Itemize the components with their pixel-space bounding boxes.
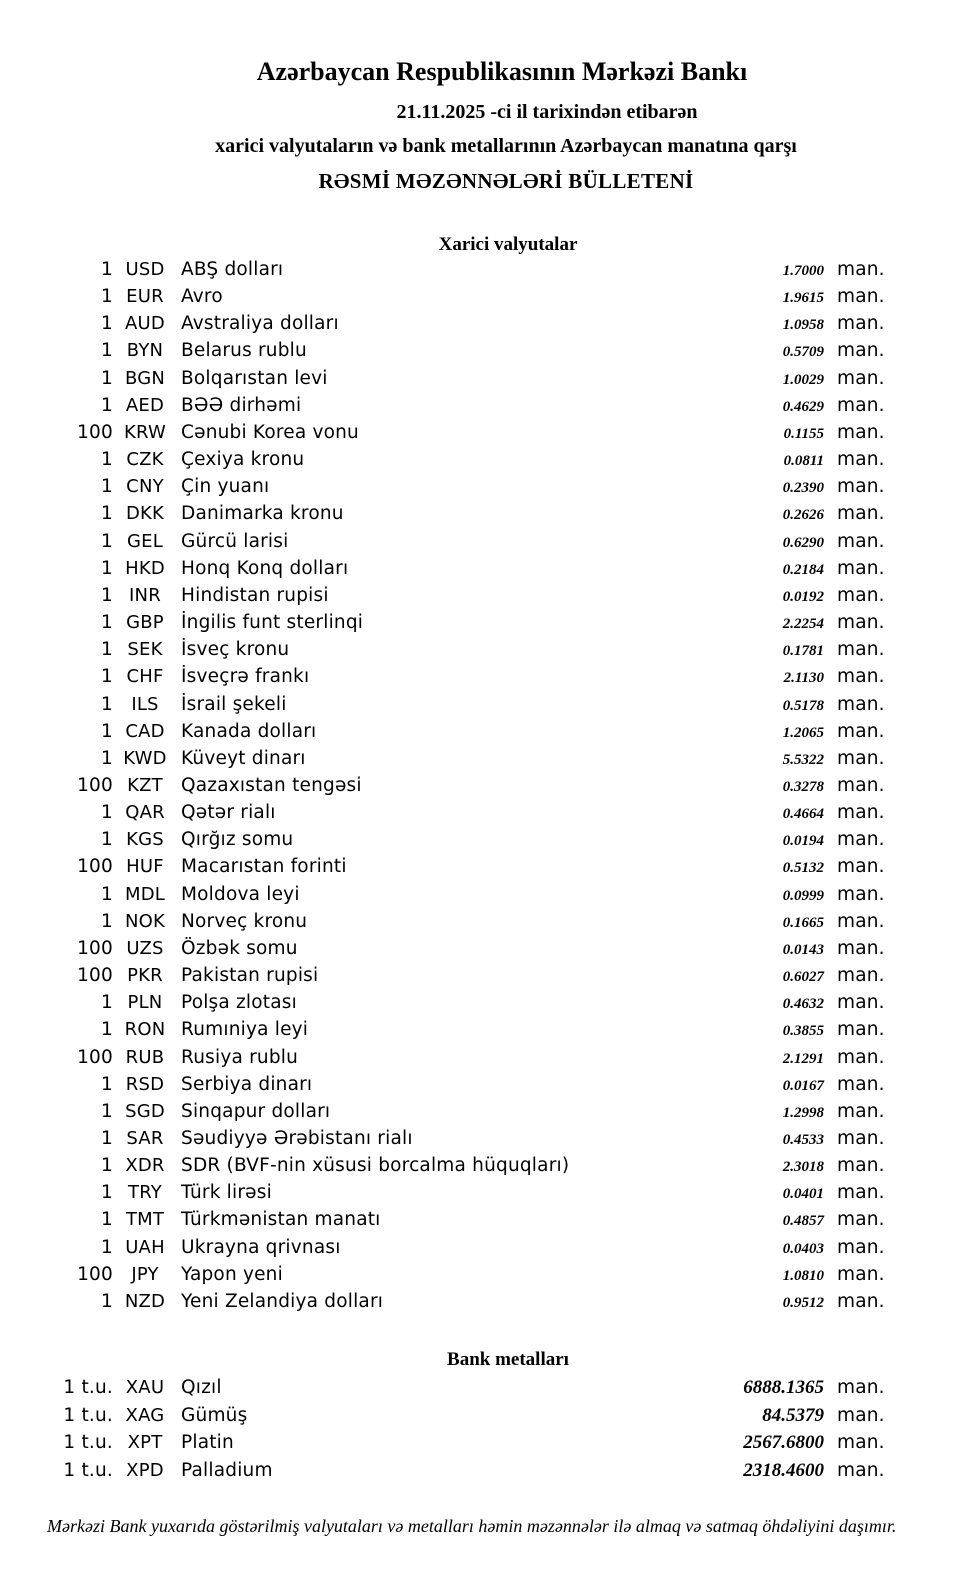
- unit-cell: man.: [837, 965, 885, 987]
- unit-cell: man.: [837, 286, 885, 308]
- name-cell: Qırğız somu: [181, 829, 294, 851]
- quantity-cell: 1: [101, 720, 113, 742]
- code-cell: MDL: [124, 883, 166, 905]
- name-cell: Ukrayna qrivnası: [181, 1236, 341, 1258]
- name-cell: Moldova leyi: [181, 883, 300, 905]
- quantity-cell: 1: [101, 584, 113, 606]
- unit-cell: man.: [837, 612, 885, 634]
- unit-cell: man.: [837, 449, 885, 471]
- rate-cell: 0.6027: [782, 969, 824, 986]
- rate-cell: 0.4857: [782, 1213, 824, 1230]
- rate-cell: 2567.6800: [743, 1432, 824, 1453]
- code-cell: UAH: [125, 1236, 165, 1258]
- rate-row: [0, 531, 978, 558]
- name-cell: Çexiya kronu: [181, 449, 305, 471]
- rate-cell: 84.5379: [762, 1404, 824, 1426]
- rate-cell: 0.2390: [782, 480, 824, 497]
- quantity-cell: 1: [101, 340, 113, 362]
- rate-row: [0, 829, 978, 856]
- code-cell: DKK: [125, 503, 165, 525]
- rate-cell: 6888.1365: [743, 1377, 824, 1398]
- rate-row: [0, 1182, 978, 1209]
- code-cell: JPY: [131, 1263, 159, 1285]
- unit-cell: man.: [837, 394, 885, 416]
- rate-cell: 5.5322: [782, 751, 824, 768]
- rate-row: [0, 395, 978, 422]
- rate-cell: 2.1130: [783, 670, 824, 687]
- name-cell: Honq Konq dolları: [181, 557, 349, 579]
- unit-cell: man.: [837, 1290, 885, 1312]
- name-cell: İsveç kronu: [181, 639, 290, 661]
- name-cell: Palladium: [181, 1459, 273, 1481]
- unit-cell: man.: [837, 1263, 885, 1285]
- unit-cell: man.: [837, 557, 885, 579]
- unit-cell: man.: [837, 1073, 885, 1095]
- code-cell: EUR: [126, 286, 164, 308]
- unit-cell: man.: [837, 910, 885, 932]
- bank-title: Azərbaycan Respublikasının Mərkəzi Bankı: [256, 57, 748, 86]
- unit-cell: man.: [837, 992, 885, 1014]
- code-cell: KZT: [127, 774, 163, 796]
- name-cell: İngilis funt sterlinqi: [181, 612, 364, 634]
- name-cell: BƏƏ dirhəmi: [181, 394, 302, 416]
- code-cell: RSD: [125, 1073, 165, 1095]
- code-cell: UZS: [126, 937, 164, 959]
- rate-cell: 2.2254: [782, 616, 824, 633]
- unit-cell: man.: [837, 829, 885, 851]
- rate-cell: 2318.4600: [743, 1459, 824, 1481]
- code-cell: HUF: [126, 856, 164, 878]
- rate-row: [0, 775, 978, 802]
- name-cell: Qızıl: [181, 1377, 222, 1398]
- rate-row: [0, 1047, 978, 1074]
- rate-row: [0, 1377, 978, 1405]
- name-cell: Rusiya rublu: [181, 1046, 299, 1068]
- rate-row: [0, 1405, 978, 1433]
- name-cell: Kanada dolları: [181, 720, 317, 742]
- rate-cell: 0.1781: [782, 643, 824, 660]
- rate-cell: 0.1665: [782, 914, 824, 931]
- quantity-cell: 1: [101, 449, 113, 471]
- unit-cell: man.: [837, 584, 885, 606]
- rate-row: [0, 992, 978, 1019]
- quantity-cell: 1: [101, 666, 113, 688]
- rate-cell: 0.3278: [782, 778, 824, 795]
- code-cell: XAU: [125, 1377, 165, 1398]
- unit-cell: man.: [837, 1046, 885, 1068]
- name-cell: Küveyt dinarı: [181, 747, 306, 769]
- rate-cell: 0.4632: [782, 996, 824, 1013]
- name-cell: Gürcü larisi: [181, 530, 289, 552]
- name-cell: İsrail şekeli: [181, 693, 287, 715]
- code-cell: BYN: [126, 340, 164, 362]
- rate-row: [0, 1432, 978, 1460]
- rate-row: [0, 1237, 978, 1264]
- name-cell: İsveçrə frankı: [181, 666, 310, 688]
- code-cell: GBP: [126, 612, 164, 634]
- quantity-cell: 100: [77, 774, 113, 796]
- name-cell: Avro: [181, 286, 223, 308]
- rate-row: [0, 558, 978, 585]
- rate-cell: 2.1291: [782, 1050, 824, 1067]
- name-cell: Danimarka kronu: [181, 503, 344, 525]
- unit-cell: man.: [837, 1128, 885, 1149]
- code-cell: SGD: [125, 1100, 165, 1122]
- name-cell: Çin yuanı: [181, 476, 270, 498]
- quantity-cell: 1: [101, 476, 113, 498]
- rate-row: [0, 585, 978, 612]
- unit-cell: man.: [837, 1236, 885, 1258]
- code-cell: GEL: [127, 530, 163, 552]
- unit-cell: man.: [837, 476, 885, 498]
- code-cell: BGN: [124, 367, 166, 389]
- name-cell: Türkmənistan manatı: [181, 1209, 381, 1231]
- metals-section-title: Bank metalları: [447, 1349, 569, 1370]
- rate-cell: 0.5178: [782, 697, 824, 714]
- rate-row: [0, 313, 978, 340]
- quantity-cell: 100: [77, 965, 113, 987]
- rate-row: [0, 1291, 978, 1318]
- unit-cell: man.: [837, 1100, 885, 1122]
- unit-cell: man.: [837, 774, 885, 796]
- rate-cell: 0.4533: [782, 1132, 824, 1148]
- code-cell: ILS: [131, 693, 159, 715]
- name-cell: Serbiya dinarı: [181, 1073, 313, 1095]
- rate-row: [0, 965, 978, 992]
- rate-cell: 0.4629: [782, 398, 824, 415]
- quantity-cell: 1 t.u.: [63, 1459, 113, 1481]
- rate-row: [0, 340, 978, 367]
- code-cell: KWD: [123, 747, 167, 769]
- code-cell: INR: [129, 584, 161, 606]
- code-cell: XAG: [125, 1404, 165, 1426]
- name-cell: Pakistan rupisi: [181, 965, 319, 987]
- unit-cell: man.: [837, 937, 885, 959]
- quantity-cell: 1: [101, 1236, 113, 1258]
- code-cell: AED: [125, 394, 165, 416]
- rate-row: [0, 721, 978, 748]
- code-cell: USD: [125, 259, 165, 280]
- rate-row: [0, 802, 978, 829]
- rate-cell: 0.3855: [782, 1023, 824, 1040]
- name-cell: Qətər rialı: [181, 802, 276, 824]
- code-cell: CZK: [126, 449, 164, 471]
- effective-date-line: 21.11.2025 -ci il tarixindən etibarən: [396, 101, 698, 123]
- name-cell: Belarus rublu: [181, 340, 307, 362]
- rate-row: [0, 1101, 978, 1128]
- unit-cell: man.: [837, 1459, 885, 1481]
- quantity-cell: 1: [101, 747, 113, 769]
- code-cell: CHF: [126, 666, 164, 688]
- code-cell: CNY: [126, 476, 164, 498]
- unit-cell: man.: [837, 1377, 885, 1398]
- rate-cell: 0.0192: [782, 588, 824, 605]
- code-cell: XPT: [127, 1432, 163, 1453]
- name-cell: Gümüş: [181, 1404, 248, 1426]
- rate-row: [0, 639, 978, 666]
- rate-cell: 0.0167: [782, 1077, 824, 1094]
- rate-cell: 0.0403: [782, 1240, 824, 1257]
- name-cell: Türk lirəsi: [181, 1182, 272, 1204]
- unit-cell: man.: [837, 1155, 885, 1177]
- quantity-cell: 1: [101, 992, 113, 1014]
- rate-cell: 0.0143: [782, 941, 824, 958]
- rate-cell: 0.0811: [783, 453, 824, 470]
- quantity-cell: 1: [101, 286, 113, 308]
- name-cell: Hindistan rupisi: [181, 584, 329, 606]
- rate-cell: 0.4664: [782, 806, 824, 823]
- rate-row: [0, 259, 978, 286]
- rate-row: [0, 612, 978, 639]
- unit-cell: man.: [837, 1019, 885, 1041]
- rate-cell: 1.0810: [782, 1267, 824, 1284]
- quantity-cell: 1: [101, 367, 113, 389]
- name-cell: Bolqarıstan levi: [181, 367, 328, 389]
- currency-section-title: Xarici valyutalar: [438, 234, 578, 255]
- unit-cell: man.: [837, 259, 885, 280]
- obligation-note: Mərkəzi Bank yuxarıda göstərilmiş valyutaları və metalları həmin məzənnələr ilə almaq və satmaq öhdəliyini daşımır.: [47, 1516, 897, 1536]
- name-cell: Sinqapur dolları: [181, 1100, 331, 1122]
- rate-row: [0, 1209, 978, 1236]
- quantity-cell: 1: [101, 910, 113, 932]
- rate-row: [0, 1460, 978, 1488]
- name-cell: Rumıniya leyi: [181, 1019, 309, 1041]
- unit-cell: man.: [837, 1209, 885, 1231]
- rate-row: [0, 666, 978, 693]
- unit-cell: man.: [837, 503, 885, 525]
- rate-row: [0, 884, 978, 911]
- rate-row: [0, 1128, 978, 1155]
- unit-cell: man.: [837, 883, 885, 905]
- unit-cell: man.: [837, 1404, 885, 1426]
- rate-row: [0, 1074, 978, 1101]
- name-cell: Norveç kronu: [181, 910, 308, 932]
- quantity-cell: 1: [101, 612, 113, 634]
- code-cell: CAD: [125, 720, 165, 742]
- rate-cell: 0.0194: [782, 833, 824, 850]
- quantity-cell: 1: [101, 1290, 113, 1312]
- code-cell: TMT: [125, 1209, 165, 1231]
- quantity-cell: 1 t.u.: [63, 1432, 113, 1453]
- name-cell: Polşa zlotası: [181, 992, 297, 1014]
- name-cell: Qazaxıstan tengəsi: [181, 774, 362, 796]
- quantity-cell: 1: [101, 1155, 113, 1177]
- unit-cell: man.: [837, 720, 885, 742]
- rate-row: [0, 1155, 978, 1182]
- quantity-cell: 1: [101, 394, 113, 416]
- name-cell: Platin: [181, 1432, 234, 1453]
- rate-row: [0, 938, 978, 965]
- code-cell: QAR: [125, 802, 165, 824]
- rate-cell: 1.9615: [782, 290, 824, 307]
- unit-cell: man.: [837, 693, 885, 715]
- rate-row: [0, 449, 978, 476]
- code-cell: PLN: [127, 992, 163, 1014]
- rate-cell: 0.2184: [782, 561, 824, 578]
- unit-cell: man.: [837, 1432, 885, 1453]
- bulletin-subtitle: xarici valyutaların və bank metallarının Azərbaycan manatına qarşı: [215, 135, 797, 157]
- code-cell: KGS: [126, 829, 164, 851]
- quantity-cell: 1: [101, 1128, 113, 1149]
- quantity-cell: 1: [101, 557, 113, 579]
- quantity-cell: 1 t.u.: [63, 1404, 113, 1426]
- currency-rates-table: [0, 259, 978, 1318]
- quantity-cell: 1: [101, 693, 113, 715]
- rate-row: [0, 476, 978, 503]
- unit-cell: man.: [837, 367, 885, 389]
- quantity-cell: 1: [101, 530, 113, 552]
- unit-cell: man.: [837, 313, 885, 335]
- code-cell: SAR: [126, 1128, 164, 1149]
- code-cell: RUB: [125, 1046, 165, 1068]
- unit-cell: man.: [837, 421, 885, 443]
- code-cell: HKD: [125, 557, 165, 579]
- quantity-cell: 100: [77, 421, 113, 443]
- quantity-cell: 1: [101, 1073, 113, 1095]
- quantity-cell: 1: [101, 639, 113, 661]
- code-cell: NOK: [124, 910, 166, 932]
- unit-cell: man.: [837, 530, 885, 552]
- quantity-cell: 100: [77, 856, 113, 878]
- quantity-cell: 1: [101, 1100, 113, 1122]
- bulletin-title: RƏSMİ MƏZƏNNƏLƏRİ BÜLLETENİ: [318, 169, 694, 193]
- quantity-cell: 1: [101, 259, 113, 280]
- unit-cell: man.: [837, 666, 885, 688]
- rate-row: [0, 1264, 978, 1291]
- rate-row: [0, 748, 978, 775]
- rate-cell: 0.1155: [783, 425, 824, 442]
- unit-cell: man.: [837, 856, 885, 878]
- unit-cell: man.: [837, 1182, 885, 1204]
- rate-cell: 0.2626: [782, 507, 824, 524]
- quantity-cell: 1 t.u.: [63, 1377, 113, 1398]
- rate-cell: 0.0999: [782, 887, 824, 904]
- rate-cell: 1.0029: [782, 371, 824, 388]
- quantity-cell: 100: [77, 1263, 113, 1285]
- rate-row: [0, 694, 978, 721]
- quantity-cell: 1: [101, 1209, 113, 1231]
- metal-rates-table: [0, 1377, 978, 1487]
- rate-cell: 1.2998: [782, 1104, 824, 1121]
- quantity-cell: 1: [101, 1019, 113, 1041]
- code-cell: AUD: [125, 313, 165, 335]
- rate-row: [0, 422, 978, 449]
- unit-cell: man.: [837, 340, 885, 362]
- rate-cell: 0.6290: [782, 534, 824, 551]
- quantity-cell: 100: [77, 1046, 113, 1068]
- code-cell: PKR: [127, 965, 163, 987]
- quantity-cell: 1: [101, 802, 113, 824]
- code-cell: SEK: [127, 639, 163, 661]
- name-cell: Səudiyyə Ərəbistanı rialı: [181, 1128, 413, 1149]
- code-cell: TRY: [128, 1182, 162, 1204]
- quantity-cell: 1: [101, 883, 113, 905]
- quantity-cell: 1: [101, 313, 113, 335]
- code-cell: KRW: [124, 421, 166, 443]
- code-cell: XPD: [126, 1459, 164, 1481]
- name-cell: Macarıstan forinti: [181, 856, 347, 878]
- rate-cell: 0.5132: [782, 860, 824, 877]
- rate-row: [0, 1019, 978, 1046]
- unit-cell: man.: [837, 747, 885, 769]
- code-cell: XDR: [125, 1155, 165, 1177]
- rate-cell: 1.2065: [782, 724, 824, 741]
- unit-cell: man.: [837, 802, 885, 824]
- name-cell: Avstraliya dolları: [181, 313, 339, 335]
- name-cell: Cənubi Korea vonu: [181, 421, 359, 443]
- quantity-cell: 1: [101, 829, 113, 851]
- rate-cell: 0.0401: [782, 1186, 824, 1203]
- rate-cell: 0.9512: [782, 1294, 824, 1311]
- rate-cell: 2.3018: [782, 1159, 824, 1176]
- name-cell: SDR (BVF-nin xüsusi borcalma hüquqları): [181, 1155, 570, 1177]
- name-cell: Yapon yeni: [181, 1263, 283, 1285]
- unit-cell: man.: [837, 639, 885, 661]
- rate-row: [0, 856, 978, 883]
- quantity-cell: 1: [101, 503, 113, 525]
- rate-cell: 1.0958: [782, 317, 824, 334]
- rate-cell: 1.7000: [782, 263, 824, 279]
- rate-row: [0, 503, 978, 530]
- quantity-cell: 100: [77, 937, 113, 959]
- rate-cell: 0.5709: [782, 344, 824, 361]
- name-cell: Yeni Zelandiya dolları: [181, 1290, 384, 1312]
- rate-row: [0, 911, 978, 938]
- rate-row: [0, 368, 978, 395]
- quantity-cell: 1: [101, 1182, 113, 1204]
- name-cell: Özbək somu: [181, 937, 298, 959]
- code-cell: NZD: [124, 1290, 166, 1312]
- rate-row: [0, 286, 978, 313]
- code-cell: RON: [124, 1019, 166, 1041]
- name-cell: ABŞ dolları: [181, 259, 284, 280]
